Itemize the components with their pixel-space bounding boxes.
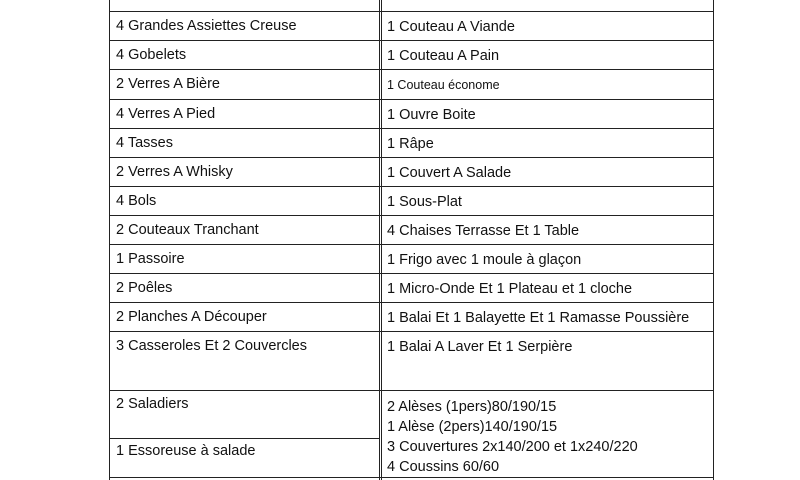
table-border-middle-inner (381, 0, 382, 480)
row-divider (109, 390, 714, 391)
row-divider (109, 69, 714, 70)
row-divider (109, 477, 714, 478)
table-cell-right: 1 Couteau économe (387, 78, 500, 92)
table-cell-left: 4 Tasses (116, 135, 173, 151)
table-border-middle (379, 0, 380, 480)
table-cell-right: 1 Couvert A Salade (387, 165, 512, 181)
table-cell-left: 2 Verres A Bière (116, 76, 220, 92)
table-cell-right: 1 Sous-Plat (387, 194, 462, 210)
table-cell-right: 1 Couteau A Viande (387, 19, 515, 35)
row-divider (109, 157, 714, 158)
row-divider (109, 128, 714, 129)
row-divider (109, 11, 714, 12)
row-divider (109, 273, 714, 274)
list-item: 4 Coussins 60/60 (387, 459, 500, 475)
table-cell-right: 1 Couteau A Pain (387, 48, 500, 64)
table-cell-right: 1 Râpe (387, 136, 434, 152)
table-cell-left: 2 Saladiers (116, 396, 189, 412)
table-cell-right: 1 Balai A Laver Et 1 Serpière (387, 339, 573, 355)
table-cell-left: 2 Verres A Whisky (116, 164, 233, 180)
row-divider (109, 99, 714, 100)
table-cell-right: 1 Micro-Onde Et 1 Plateau et 1 cloche (387, 281, 633, 297)
row-divider (109, 331, 714, 332)
row-divider (109, 186, 714, 187)
row-divider (109, 215, 714, 216)
table-cell-left: 1 Passoire (116, 251, 185, 267)
table-cell-left: 4 Bols (116, 193, 157, 209)
table-cell-left: 2 Couteaux Tranchant (116, 222, 259, 238)
row-divider (109, 302, 714, 303)
table-cell-left: 3 Casseroles Et 2 Couvercles (116, 338, 307, 354)
table-cell-left: 2 Poêles (116, 280, 173, 296)
table-cell-left: 4 Gobelets (116, 47, 187, 63)
row-divider (109, 244, 714, 245)
table-border-right (713, 0, 714, 480)
list-item: 1 Alèse (2pers)140/190/15 (387, 419, 558, 435)
table-cell-right: 1 Ouvre Boite (387, 107, 476, 123)
table-cell-left: 2 Planches A Découper (116, 309, 267, 325)
table-cell-left: 4 Grandes Assiettes Creuse (116, 18, 297, 34)
list-item: 3 Couvertures 2x140/200 et 1x240/220 (387, 439, 638, 455)
list-item: 2 Alèses (1pers)80/190/15 (387, 399, 557, 415)
table-cell-right-multiline (387, 397, 638, 477)
table-cell-right: 1 Balai Et 1 Balayette Et 1 Ramasse Poussière (387, 310, 690, 326)
table-cell-right: 4 Chaises Terrasse Et 1 Table (387, 223, 580, 239)
table-cell-right: 1 Frigo avec 1 moule à glaçon (387, 252, 582, 268)
row-divider-left (109, 438, 380, 439)
table-border-left (109, 0, 110, 480)
row-divider (109, 40, 714, 41)
table-cell-left: 4 Verres A Pied (116, 106, 216, 122)
table-cell-left: 1 Essoreuse à salade (116, 443, 256, 459)
